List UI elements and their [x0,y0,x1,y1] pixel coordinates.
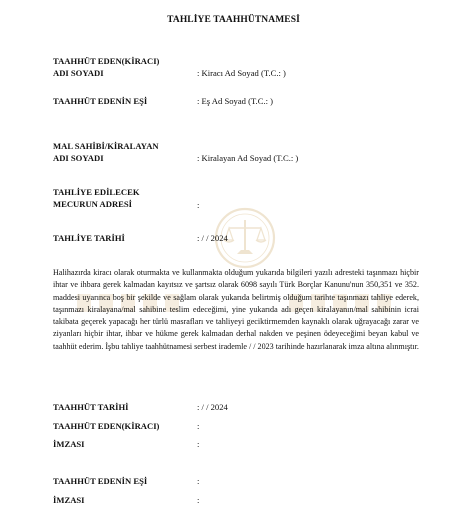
spouse-signature-label [53,494,85,506]
document-title: TAHLİYE TAAHHÜTNAMESİ [167,15,300,25]
commitment-date-value: : / / 2024 [197,402,228,412]
tenant-label [53,55,159,79]
spouse-signature-value: : [197,495,200,505]
signer-tenant-label [53,420,159,432]
commitment-date-label-line-1: TAAHHÜT TARİHİ [53,402,129,412]
commitment-date-label [53,401,129,413]
property-address-label-line-1: TAHLİYE EDİLECEK [53,187,140,197]
commitment-paragraph: Halihazırda kiracı olarak oturmakta ve kullanmakta olduğum yukarıda bilgileri yazılı adresteki taşınmazı hiçbir ihtar ve ihbara gerek kalmadan kayıtsız ve şartsız olarak 6098 sayılı Türk Borçlar Kanunu'nun 350,351 ve 352. maddesi uyarınca boş bir şekilde ve sağlam olarak yukarıda belirtmiş olduğum tarihte taşınmazı tahliye ederek, taşınmazı kiralayana/mal sahibine teslim edeceğimi, yine yukarıda adı geçen kiralayanın/mal sahibinin icrai takibata geçerek yapacağı her türlü masrafları ve tahliyeyi geciktirmemden kaynaklı olarak uğrayacağı zarar ve ziyanları hiçbir ihtar, ihbar ve hükme gerek kalmadan derhal nakden ve peşinen ödeyeceğimi beyan kabul ve taahhüt ederim. İşbu tahliye taahhütnamesi serbest irademle / / 2023 tarihinde hazırlanarak imza altına alınmıştır. [53,268,419,351]
signer-spouse-label [53,475,147,487]
tenant-spouse-label [53,95,147,107]
tenant-signature-value: : [197,439,200,449]
property-address-label-line-2: MECURUN ADRESİ [53,199,133,210]
tenant-signature-label [53,438,85,450]
tenant-spouse-value: : Eş Ad Soyad (T.C.: ) [197,96,273,106]
eviction-date-label-line-1: TAHLİYE TARİHİ [53,233,125,243]
eviction-date-value: : / / 2024 [197,233,228,243]
signer-spouse-label-line-1: TAAHHÜT EDENİN EŞİ [53,476,148,486]
property-address-value: : [197,200,200,210]
tenant-signature-label-line-1: İMZASI [53,439,85,449]
property-address-label [53,186,140,210]
tenant-name-value: : Kiracı Ad Soyad (T.C.: ) [197,68,286,78]
signer-tenant-label-line-1: TAAHHÜT EDEN(KİRACI) [53,421,160,431]
tenant-label-line-2: ADI SOYADI [53,68,104,79]
landlord-name-value: : Kiralayan Ad Soyad (T.C.: ) [197,153,299,163]
signer-spouse-value: : [197,476,200,486]
eviction-date-label [53,232,125,244]
landlord-label-line-1: MAL SAHİBİ/KİRALAYAN [53,141,159,151]
tenant-spouse-label-line-1: TAAHHÜT EDENİN EŞİ [53,96,148,106]
tenant-label-line-1: TAAHHÜT EDEN(KİRACI) [53,56,160,66]
signer-tenant-value: : [197,421,200,431]
spouse-signature-label-line-1: İMZASI [53,495,85,505]
landlord-label [53,140,159,164]
landlord-label-line-2: ADI SOYADI [53,153,104,164]
